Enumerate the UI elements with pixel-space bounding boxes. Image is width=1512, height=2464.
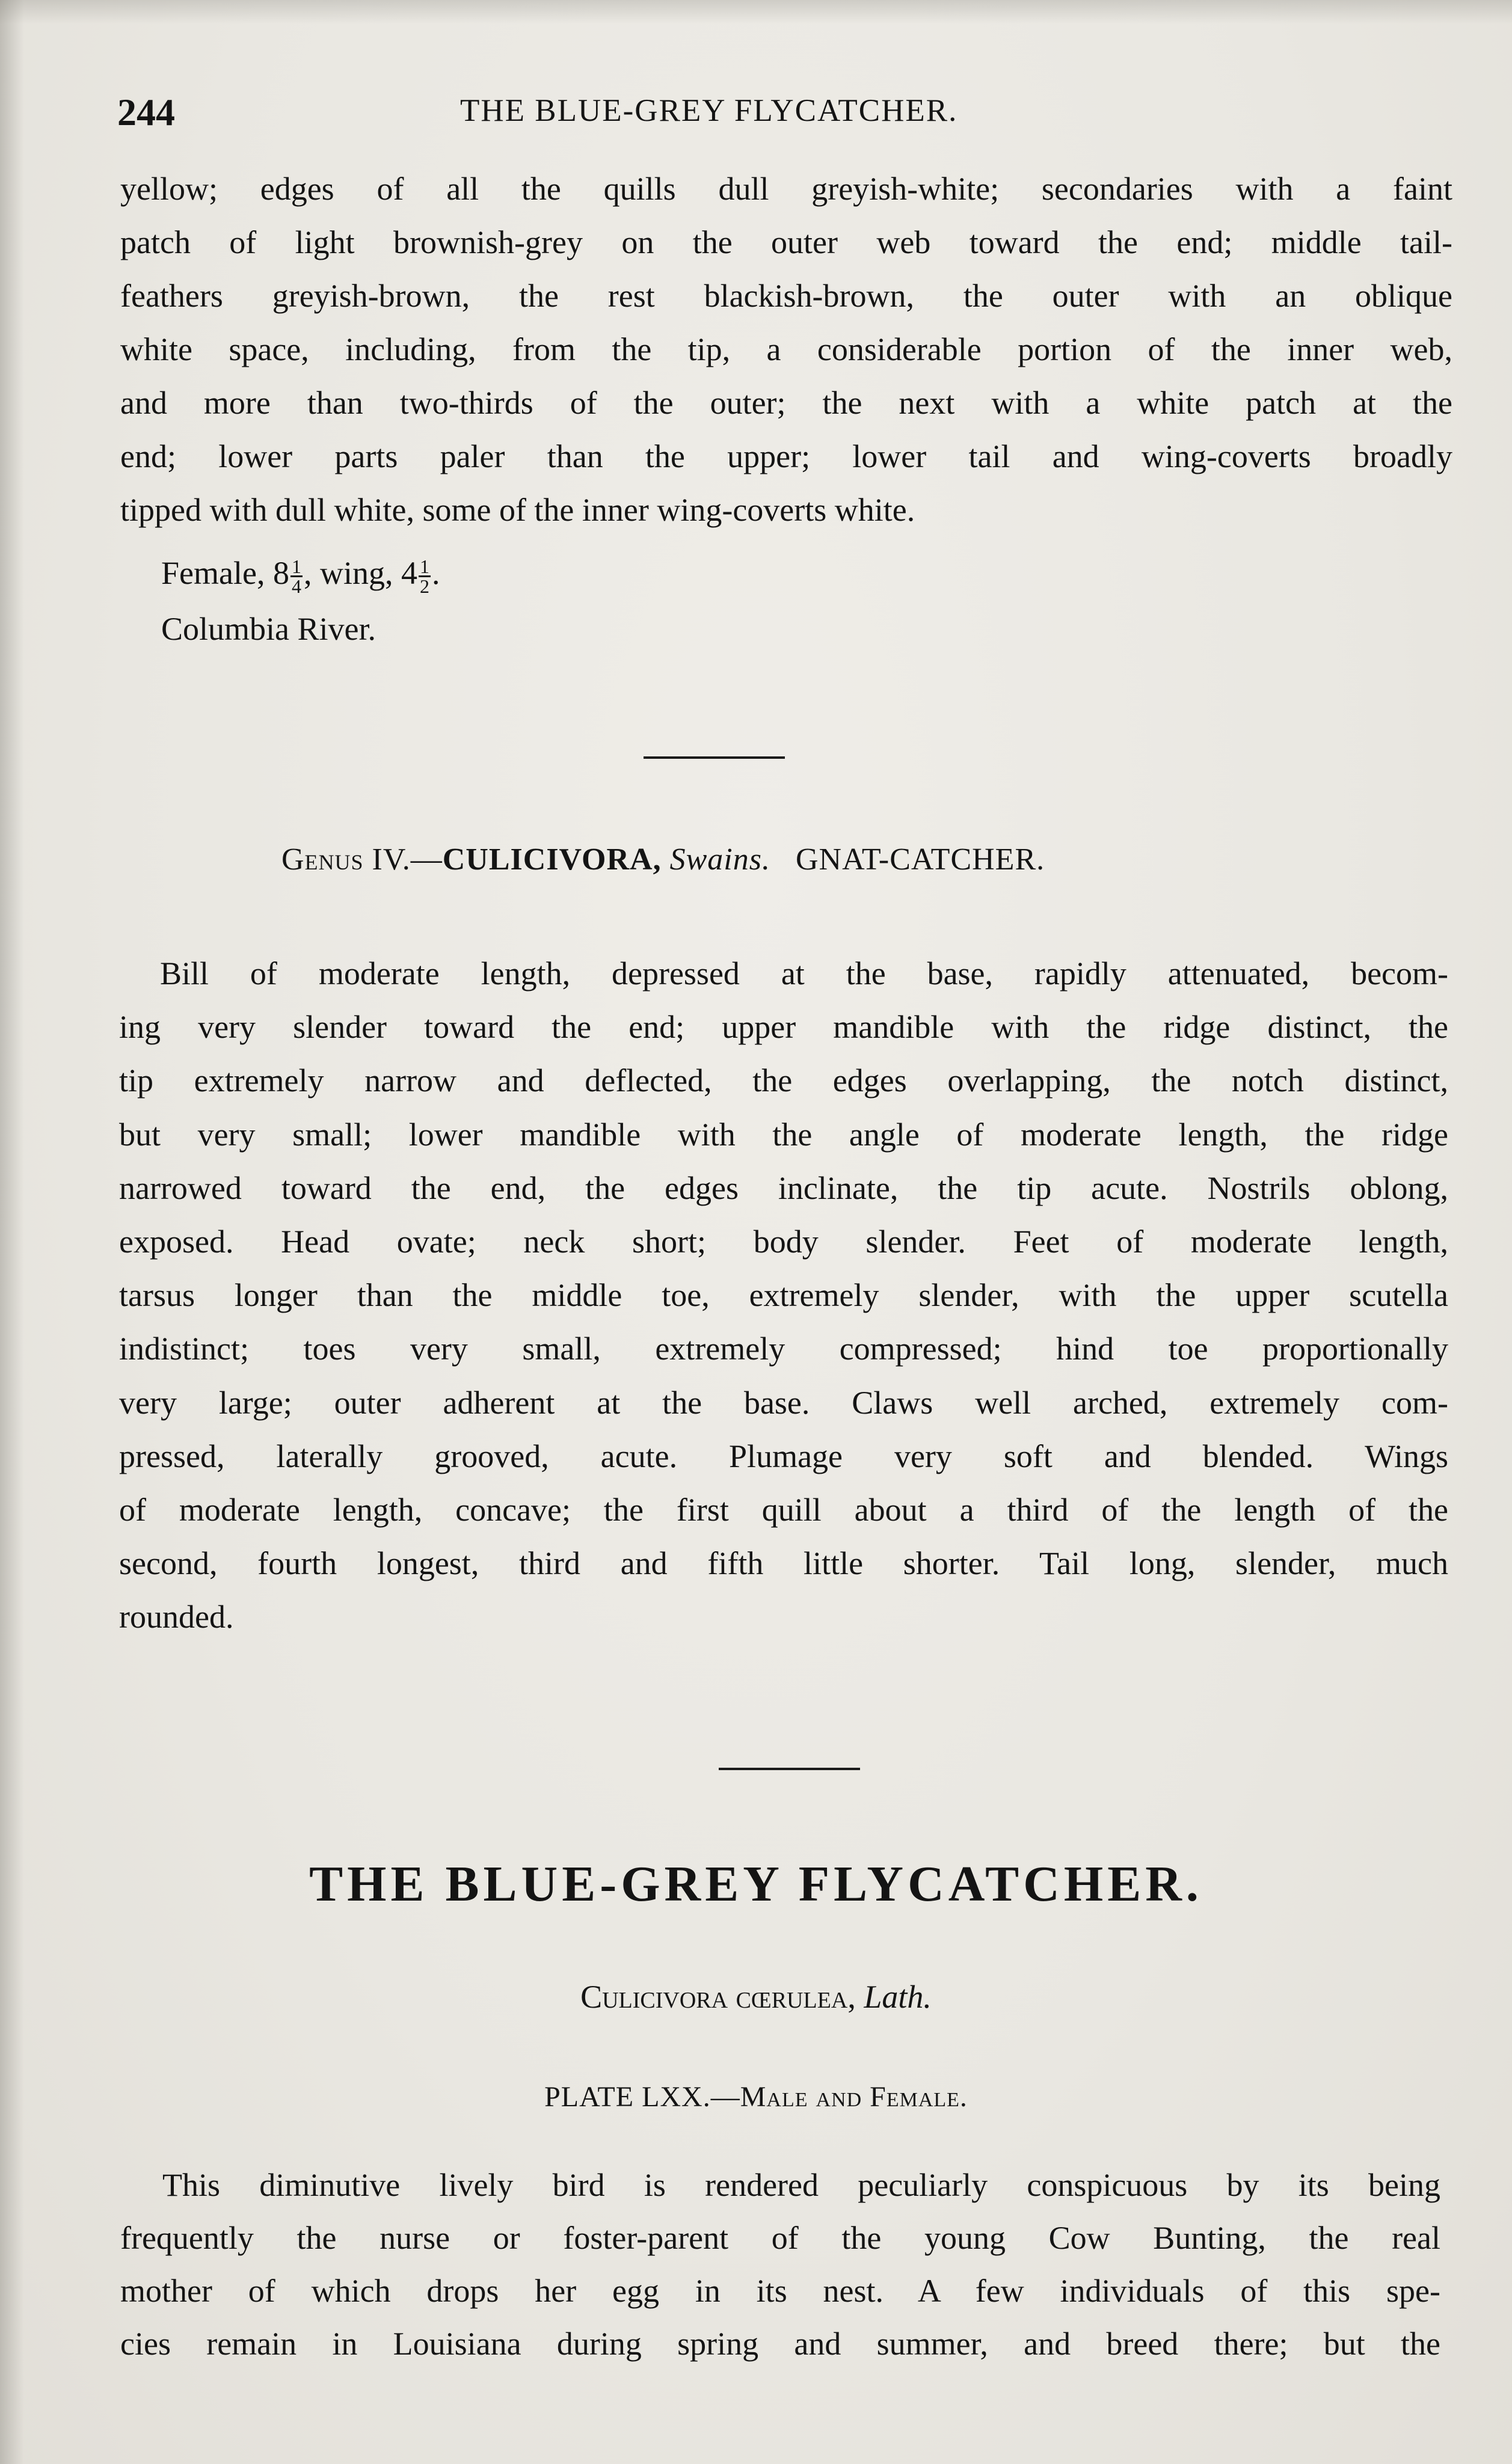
- plate-caption: [0, 2080, 1512, 2113]
- text-line: narrowed toward the end, the edges inclinate, the tip acute. Nostrils oblong,: [119, 1169, 1448, 1206]
- genus-description: [119, 947, 1448, 1644]
- text-line: of moderate length, concave; the first quill about a third of the length of the: [119, 1491, 1448, 1528]
- genus-common-name: GNAT-CATCHER.: [796, 842, 1045, 877]
- text-line: yellow; edges of all the quills dull greyish-white; secondaries with a faint: [120, 171, 1452, 207]
- female-label: Female, 8: [161, 555, 289, 591]
- text-line: feathers greyish-brown, the rest blackish-brown, the outer with an oblique: [120, 278, 1452, 314]
- species-title: THE BLUE-GREY FLYCATCHER.: [309, 1856, 1203, 1912]
- text-line: This diminutive lively bird is rendered peculiarly conspicuous by its being: [162, 2167, 1440, 2203]
- text-line: indistinct; toes very small, extremely compressed; hind toe proportionally: [119, 1331, 1448, 1367]
- text-line: tarsus longer than the middle toe, extremely slender, with the upper scutella: [119, 1277, 1448, 1314]
- fraction-length: $\frac{1}{4}$: [291, 556, 301, 598]
- text-line: Bill of moderate length, depressed at the base, rapidly attenuated, becom-: [160, 955, 1448, 991]
- plate-number: PLATE LXX.—: [544, 2081, 740, 2113]
- scientific-name: Culicivora cœrulea,: [580, 1979, 856, 2015]
- species-text: [120, 2159, 1440, 2370]
- genus-authority: Swains.: [669, 842, 770, 877]
- text-line: second, fourth longest, third and fifth little shorter. Tail long, slender, much: [119, 1545, 1448, 1582]
- genus-name: CULICIVORA,: [442, 842, 662, 877]
- text-line: ing very slender toward the end; upper mandible with the ridge distinct, the: [119, 1009, 1448, 1046]
- text-line: tip extremely narrow and deflected, the edges overlapping, the notch distinct,: [119, 1062, 1448, 1099]
- text-line: patch of light brownish-grey on the outer web toward the end; middle tail-: [120, 224, 1452, 260]
- fraction-wing: $\frac{1}{2}$: [419, 556, 429, 598]
- text-line: end; lower parts paler than the upper; lower tail and wing-coverts broadly: [120, 438, 1452, 474]
- female-measurements: Female, 8 $\frac{1}{4}$ , wing, 4 $\frac{1}{2}$ .: [161, 555, 440, 598]
- page-number: 244: [117, 91, 175, 133]
- section-divider: [719, 1768, 860, 1770]
- genus-heading: [281, 842, 1045, 877]
- page-top-shadow: [0, 0, 1512, 24]
- plate-subjects: Male and Female.: [740, 2081, 968, 2113]
- text-line: white space, including, from the tip, a considerable portion of the inner web,: [120, 331, 1452, 367]
- species-authority: Lath.: [864, 1979, 932, 2015]
- locality: Columbia River.: [161, 611, 376, 647]
- female-wing-label: , wing, 4: [303, 555, 417, 591]
- text-line: rounded.: [119, 1599, 234, 1635]
- text-line: frequently the nurse or foster-parent of the young Cow Bunting, the real: [120, 2220, 1440, 2256]
- text-line: very large; outer adherent at the base. Claws well arched, extremely com-: [119, 1384, 1448, 1421]
- text-line: mother of which drops her egg in its nest. A few individuals of this spe-: [120, 2273, 1440, 2309]
- text-line: cies remain in Louisiana during spring and summer, and breed there; but the: [120, 2326, 1440, 2362]
- description-continued: [120, 162, 1452, 537]
- species-binomial: [0, 1978, 1512, 2015]
- text-line: exposed. Head ovate; neck short; body slender. Feet of moderate length,: [119, 1223, 1448, 1260]
- text-line: pressed, laterally grooved, acute. Plumage very soft and blended. Wings: [119, 1438, 1448, 1474]
- genus-label: Genus IV.—: [281, 842, 443, 877]
- text-line: and more than two-thirds of the outer; the next with a white patch at the: [120, 385, 1452, 421]
- running-head: THE BLUE-GREY FLYCATCHER.: [460, 93, 958, 128]
- section-divider: [644, 756, 785, 759]
- text-line: tipped with dull white, some of the inner wing-coverts white.: [120, 492, 915, 528]
- text-line: but very small; lower mandible with the angle of moderate length, the ridge: [119, 1116, 1448, 1153]
- page-header: [117, 90, 1416, 144]
